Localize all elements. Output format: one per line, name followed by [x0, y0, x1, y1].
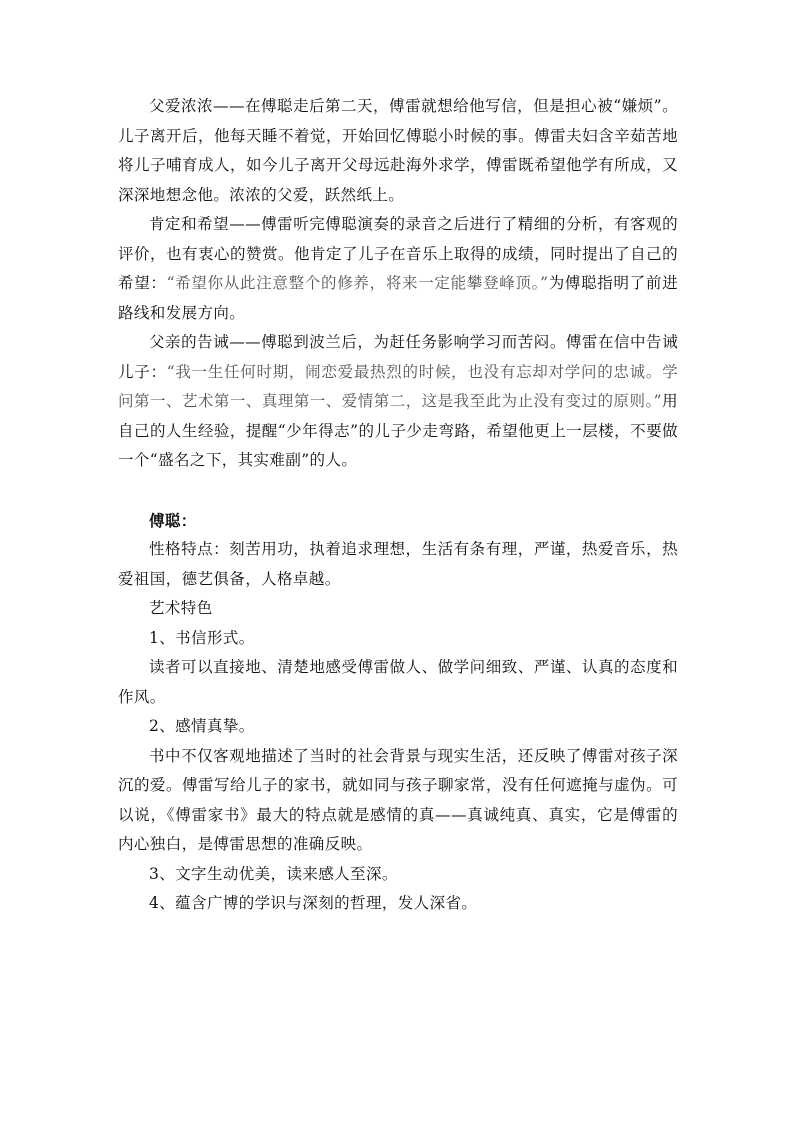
character-traits: 性格特点：刻苦用功，执着追求理想，生活有条有理，严谨，热爱音乐，热爱祖国，德艺俱备，人格卓越。 [118, 540, 678, 588]
advice-text: 父亲的告诫——傅聪到波兰后，为赶任务影响学习而苦闷。傅雷在信中告诫儿子： [118, 333, 678, 381]
affirmation-tail: 为傅聪指明了前进路线和发展方向。 [118, 274, 679, 322]
advice-tail: 用自己的人生经验，提醒“少年得志”的儿子少走弯路，希望他更上一层楼，不要做一个“盛名之下，其实难副”的人。 [118, 392, 678, 469]
paragraph-affirmation-hope [118, 210, 678, 328]
affirmation-quote: “希望你从此注意整个的修养，将来一定能攀登峰顶。” [166, 274, 549, 292]
feature-1-body: 读者可以直接地、清楚地感受傅雷做人、做学问细致、严谨、认真的态度和作风。 [118, 658, 678, 706]
section-gap [118, 476, 678, 506]
feature-2-title: 2、感情真挚。 [149, 717, 255, 735]
section-heading-fu-cong: 傅聪： [149, 510, 197, 530]
affirmation-text: 肯定和希望——傅雷听完傅聪演奏的录音之后进行了精细的分析，有客观的评价，也有衷心的赞赏。他肯定了儿子在音乐上取得的成绩，同时提出了自己的希望： [118, 215, 678, 292]
feature-1-title: 1、书信形式。 [149, 628, 255, 647]
feature-2-body: 书中不仅客观地描述了当时的社会背景与现实生活，还反映了傅雷对孩子深沉的爱。傅雷写给儿子的家书，就如同与孩子聊家常，没有任何遮掩与虚伪。可以说，《傅雷家书》最大的特点就是感情的真——真诚纯真、真实，它是傅雷的内心独白，是傅雷思想的准确反映。 [118, 746, 678, 853]
advice-quote: “我一生任何时期，闹恋爱最热烈的时候，也没有忘却对学问的忠诚。学问第一、艺术第一、真理第一、爱情第二，这是我至此为止没有变过的原则。” [118, 362, 679, 410]
art-features-heading: 艺术特色 [149, 599, 213, 617]
document-page [118, 92, 678, 919]
paragraph-father-advice [118, 328, 678, 476]
paragraph-fatherly-love: 父爱浓浓——在傅聪走后第二天，傅雷就想给他写信，但是担心被“嫌烦”。儿子离开后，他每天睡不着觉，开始回忆傅聪小时候的事。傅雷夫妇含辛茹苦地将儿子哺育成人，如今儿子离开父母远赴海外求学，傅雷既希望他学有所成，又深深地想念他。浓浓的父爱，跃然纸上。 [118, 97, 678, 204]
feature-3-title: 3、文字生动优美，读来感人至深。 [149, 864, 398, 883]
feature-4-title: 4、蕴含广博的学识与深刻的哲理，发人深省。 [149, 894, 478, 912]
